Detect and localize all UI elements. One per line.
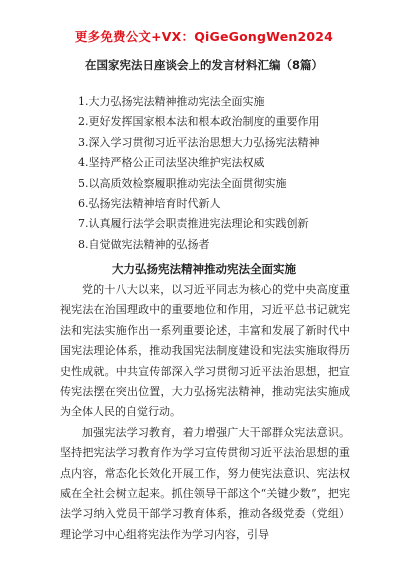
table-of-contents [78, 92, 378, 255]
toc-item: 6.弘扬宪法精神培育时代新人 [78, 196, 221, 210]
article-title: 大力弘扬宪法精神推动宪法全面实施 [112, 262, 296, 276]
toc-item: 7.认真履行法学会职责推进宪法理论和实践创新 [78, 217, 309, 231]
document-title: 在国家宪法日座谈会上的发言材料汇编（8篇） [85, 58, 323, 72]
toc-item: 8.自觉做宪法精神的弘扬者 [78, 237, 210, 251]
toc-item: 5.以高质效检察履职推动宪法全面贯彻实施 [78, 176, 287, 190]
toc-item: 2.更好发挥国家根本法和根本政治制度的重要作用 [78, 115, 320, 129]
body-paragraph: 加强宪法学习教育，着力增强广大干部群众宪法意识。坚持把宪法学习教育作为学习宣传贯彻习近平法治思想的重点内容，常态化长效化开展工作，努力使宪法意识、宪法权威在全社会树立起来。抓住领导干部这个“关键少数”，把宪法学习纳入党员干部学习教育体系，推动各级党委（党组）理论学习中心组将宪法作为学习内容，引导 [60, 425, 350, 541]
body-paragraph: 党的十八大以来，以习近平同志为核心的党中央高度重视宪法在治国理政中的重要地位和作用，习近平总书记就宪法和宪法实施作出一系列重要论述，丰富和发展了新时代中国宪法理论体系，推动我国宪法制度建设和宪法实施取得历史性成就。中共宣传部深入学习贯彻习近平法治思想，把宣传宪法摆在突出位置，大力弘扬宪法精神，推动宪法实施成为全体人民的自觉行动。 [60, 283, 350, 419]
toc-item: 4.坚持严格公正司法坚决维护宪法权威 [78, 156, 265, 170]
promo-header: 更多免费公文+VX：QiGeGongWen2024 [74, 29, 334, 44]
article-body [60, 280, 350, 545]
toc-item: 3.深入学习贯彻习近平法治思想大力弘扬宪法精神 [78, 135, 320, 149]
toc-item: 1.大力弘扬宪法精神推动宪法全面实施 [78, 95, 265, 108]
